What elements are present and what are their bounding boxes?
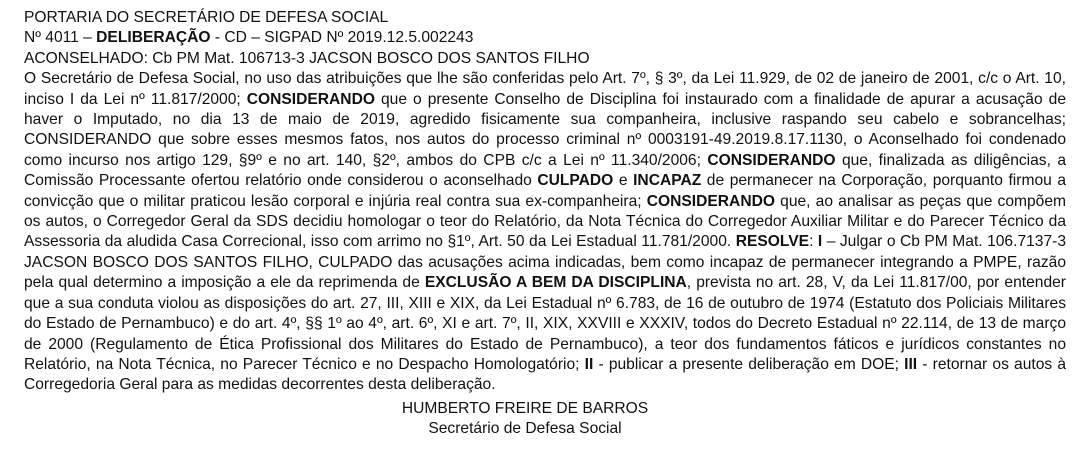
item-number-iii: III	[904, 355, 918, 373]
signatory-role: Secretário de Defesa Social	[428, 420, 622, 438]
keyword-culpado: CULPADO	[537, 172, 614, 190]
text-segment: :	[809, 233, 818, 251]
text-segment: , prevista no art. 28, V, da Lei 11.817/00, por entender que a sua conduta violou as disposições do art. 27, III, XIII e XIX, da Lei Estadual nº 6.783, de 16 de outubro de 1974 (Estatuto dos Policiais Militares do Estado de Pernambuco) e do art. 4º, §§ 1º ao 4º, art. 6º, XI e art. 7º, II, XIX, XXVIII e XXXIV, todos do Decreto Estadual nº 22.114, de 13 de março de 2000 (Regulamento de Ética Profissional dos Militares do Estado de Pernambuco), a teor dos fundamentos fáticos e jurídicos constantes no Relatório, na Nota Técnica, no Parecer Técnico e no Despacho Homologatório;	[24, 274, 1066, 373]
document-number	[24, 28, 1066, 48]
text-segment: e	[613, 172, 634, 190]
text-segment: que, finalizada as diligências, a Comissão Processante ofertou relatório onde considerou o aconselhado	[24, 151, 1066, 190]
text-segment: que o presente Conselho de Disciplina foi instaurado com a finalidade de apurar a acusação de haver o Imputado, no dia 13 de maio de 2019, agredido fisicamente sua companheira, inclusive raspando seu cabelo e sobrancelhas; CONSIDERANDO que sobre esses mesmos fatos, nos autos do processo criminal nº 0003191-49.2019.8.17.1130, o Aconselhado foi condenado como incurso nos artigo 129, §9º e no art. 140, §2º, ambos do CPB c/c a Lei nº 11.340/2006;	[24, 90, 1066, 169]
aconselhado-line: ACONSELHADO: Cb PM Mat. 106713-3 JACSON BOSCO DOS SANTOS FILHO	[24, 49, 590, 67]
text-segment: - publicar a presente deliberação em DOE;	[593, 355, 905, 373]
keyword-considerando: CONSIDERANDO	[707, 151, 836, 169]
document-title: PORTARIA DO SECRETÁRIO DE DEFESA SOCIAL	[24, 9, 389, 26]
text-segment: de permanecer na Corporação, porquanto firmou a convicção que o militar praticou lesão corporal e injúria real contra sua ex-companheira;	[24, 172, 1067, 210]
deliberation-body	[24, 69, 1066, 396]
text-segment: O Secretário de Defesa Social, no uso das atribuições que lhe são conferidas pelo Art. 7º, § 3º, da Lei 11.929, de 02 de janeiro de 2001, c/c o Art. 10, inciso I da Lei nº 11.817/2000;	[24, 70, 1066, 108]
keyword-incapaz: INCAPAZ	[633, 172, 702, 190]
text-segment: - retornar os autos à Corregedoria Geral para as medidas decorrentes desta deliberação.	[24, 355, 1067, 394]
keyword-considerando: CONSIDERANDO	[646, 192, 775, 210]
signature-block	[24, 399, 1066, 440]
keyword-exclusao: EXCLUSÃO A BEM DA DISCIPLINA	[424, 274, 687, 292]
keyword-considerando: CONSIDERANDO	[246, 90, 375, 108]
signatory-name: HUMBERTO FREIRE DE BARROS	[401, 399, 649, 417]
item-number-i: I	[817, 233, 823, 251]
number-prefix: Nº 4011 –	[24, 29, 97, 47]
deliberacao-label: DELIBERAÇÃO	[96, 29, 211, 47]
item-number-ii: II	[584, 355, 594, 373]
keyword-resolve: RESOLVE	[735, 233, 810, 251]
number-suffix: - CD – SIGPAD Nº 2019.12.5.002243	[210, 29, 474, 47]
text-segment: que, ao analisar as peças que compõem os autos, o Corregedor Geral da SDS decidiu homologar o teor do Relatório, da Nota Técnica do Corregedor Auxiliar Militar e do Parecer Técnico da Assessoria da aludida Casa Correcional, isso com arrimo no §1º, Art. 50 da Lei Estadual 11.781/2000.	[24, 192, 1066, 251]
text-segment: – Julgar o Cb PM Mat. 106.7137-3 JACSON BOSCO DOS SANTOS FILHO, CULPADO das acusações acima indicadas, bem como incapaz de permanecer integrando a PMPE, razão pela qual determino a imposição a ele da reprimenda de	[24, 233, 1066, 292]
